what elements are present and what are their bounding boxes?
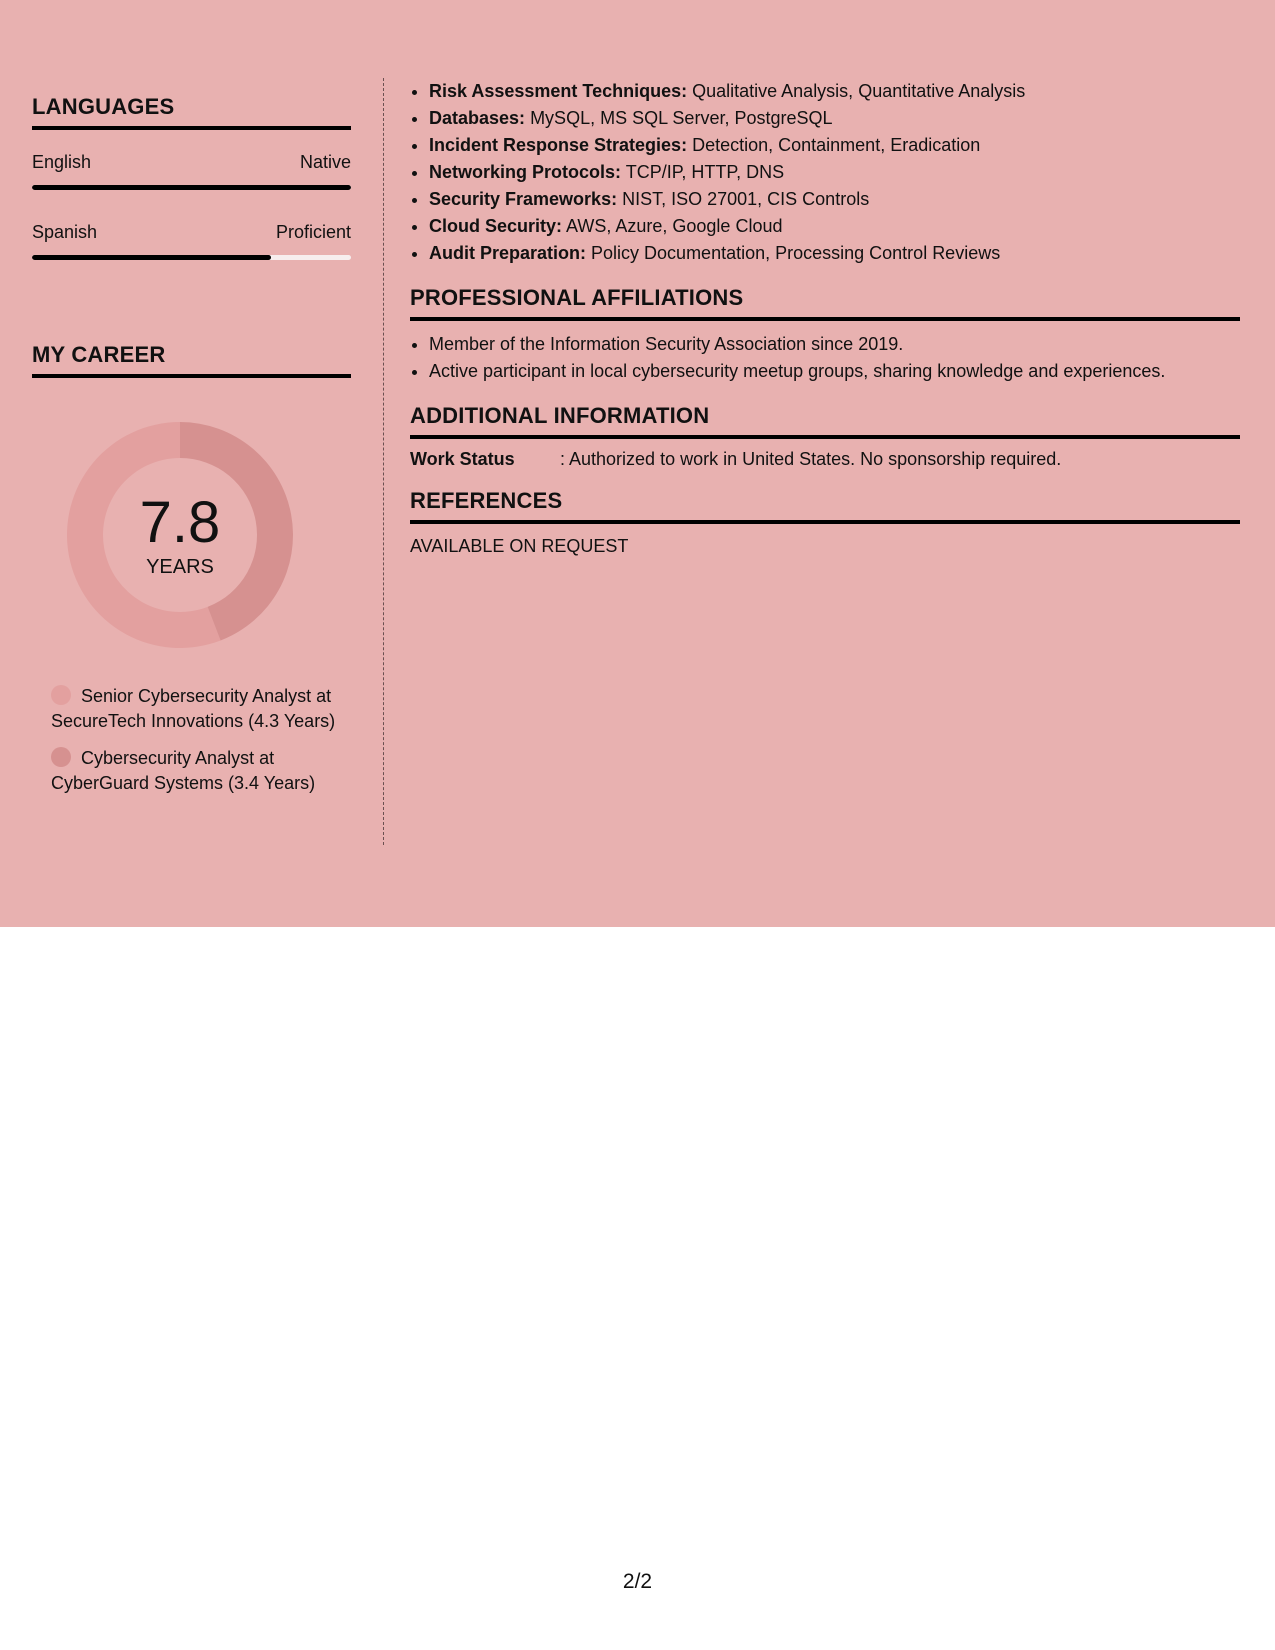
career-donut-chart bbox=[65, 420, 295, 650]
career-legend-item bbox=[51, 746, 341, 796]
affiliations-heading: PROFESSIONAL AFFILIATIONS bbox=[410, 285, 1240, 321]
languages-heading: LANGUAGES bbox=[32, 94, 351, 130]
skill-value: Detection, Containment, Eradication bbox=[692, 135, 981, 155]
page-number: 2/2 bbox=[622, 1570, 653, 1593]
skill-item bbox=[429, 213, 1240, 240]
skill-item bbox=[429, 159, 1240, 186]
language-name: English bbox=[32, 152, 92, 172]
skill-label: Security Frameworks: bbox=[429, 189, 618, 209]
affiliations-list bbox=[410, 331, 1240, 385]
language-proficiency-fill bbox=[32, 255, 271, 260]
language-proficiency-bar bbox=[32, 255, 351, 260]
skills-list bbox=[410, 78, 1240, 267]
affiliation-item: • Member of the Information Security Association since 2019. bbox=[429, 331, 1240, 358]
skill-item bbox=[429, 78, 1240, 105]
career-total-value: 7.8 bbox=[139, 490, 221, 555]
skill-value: AWS, Azure, Google Cloud bbox=[566, 216, 783, 236]
skill-value: Qualitative Analysis, Quantitative Analysis bbox=[692, 81, 1026, 101]
career-total bbox=[65, 420, 295, 650]
skill-label: Cloud Security: bbox=[429, 216, 563, 236]
career-heading: MY CAREER bbox=[32, 342, 351, 378]
skill-value: MySQL, MS SQL Server, PostgreSQL bbox=[530, 108, 833, 128]
career-legend bbox=[51, 684, 341, 796]
skill-item bbox=[429, 105, 1240, 132]
language-level: Native bbox=[299, 152, 351, 172]
additional-info-section bbox=[410, 403, 1240, 470]
additional-info-heading: ADDITIONAL INFORMATION bbox=[410, 403, 1240, 439]
language-item-english bbox=[32, 152, 351, 190]
career-legend-label: Senior Cybersecurity Analyst at SecureTech Innovations (4.3 Years) bbox=[51, 686, 336, 731]
language-proficiency-fill bbox=[32, 185, 351, 190]
skill-label: Incident Response Strategies: bbox=[429, 135, 688, 155]
affiliations-section bbox=[410, 285, 1240, 385]
language-name: Spanish bbox=[32, 222, 98, 242]
column-divider bbox=[383, 78, 384, 845]
references-heading: REFERENCES bbox=[410, 488, 1240, 524]
references-section bbox=[410, 488, 1240, 557]
language-item-spanish bbox=[32, 222, 351, 260]
language-proficiency-bar bbox=[32, 185, 351, 190]
language-level: Proficient bbox=[275, 222, 351, 242]
skill-item bbox=[429, 240, 1240, 267]
skill-label: Databases: bbox=[429, 108, 526, 128]
legend-dot-icon bbox=[51, 747, 71, 767]
skill-label: Networking Protocols: bbox=[429, 162, 622, 182]
affiliation-item: • Active participant in local cybersecurity meetup groups, sharing knowledge and experiences. bbox=[429, 358, 1240, 385]
work-status-value: : Authorized to work in United States. No sponsorship required. bbox=[560, 449, 1062, 469]
career-total-unit: YEARS bbox=[146, 556, 214, 578]
skill-item bbox=[429, 186, 1240, 213]
skill-label: Risk Assessment Techniques: bbox=[429, 81, 688, 101]
career-legend-item bbox=[51, 684, 341, 734]
skill-value: TCP/IP, HTTP, DNS bbox=[625, 162, 785, 182]
skill-label: Audit Preparation: bbox=[429, 243, 587, 263]
work-status-label: Work Status bbox=[410, 449, 515, 469]
skill-item bbox=[429, 132, 1240, 159]
work-status-row bbox=[410, 449, 1240, 470]
references-text: AVAILABLE ON REQUEST bbox=[410, 536, 629, 556]
left-column bbox=[32, 94, 351, 808]
legend-dot-icon bbox=[51, 685, 71, 705]
skill-value: Policy Documentation, Processing Control Reviews bbox=[591, 243, 1001, 263]
career-legend-label: Cybersecurity Analyst at CyberGuard Systems (3.4 Years) bbox=[51, 748, 316, 793]
skill-value: NIST, ISO 27001, CIS Controls bbox=[622, 189, 870, 209]
right-column bbox=[410, 78, 1240, 557]
